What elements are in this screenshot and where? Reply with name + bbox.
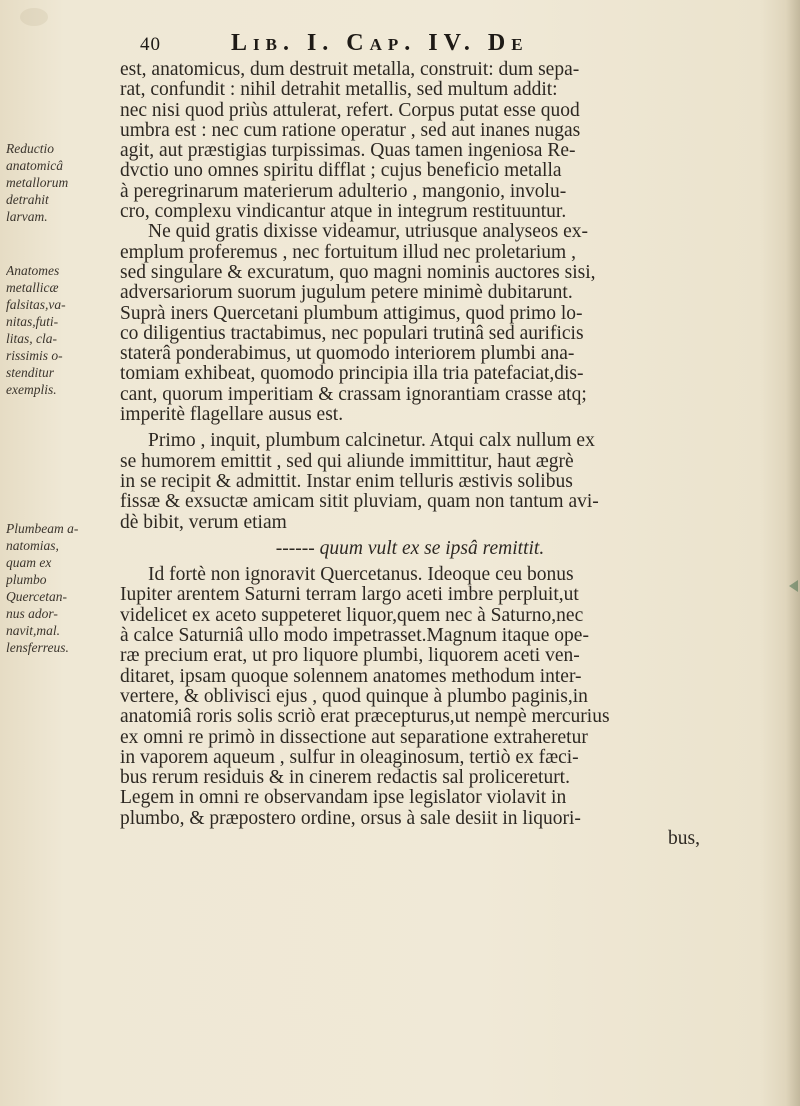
page-number: 40 [140, 34, 161, 55]
text-line: est, anatomicus, dum destruit metalla, construit: dum sepa- [120, 60, 580, 80]
marginal-line: rissimis o- [6, 348, 63, 363]
text-line: bus rerum residuis & in cinerem redactis sal prolicereturt. [120, 768, 570, 789]
text-line: co diligentius tractabimus, nec populari trutinâ sed aurificis [120, 323, 584, 344]
text-line: à peregrinarum materierum adulterio , mangonio, involu- [120, 181, 567, 202]
running-head: Lib. I. Cap. IV. De [231, 30, 529, 56]
catchword: bus, [668, 828, 700, 849]
text-line: anatomiâ roris solis scriò erat præcepturus,ut nempè mercurius [120, 707, 610, 728]
text-line: emplum proferemus , nec fortuitum illud nec proletarium , [120, 242, 576, 263]
marginal-line: falsitas,va- [6, 297, 66, 312]
marginal-line: anatomicâ [6, 158, 63, 173]
text-line: Iupiter arentem Saturni terram largo aceti imbre perpluit,ut [120, 585, 579, 606]
text-line: Legem in omni re observandam ipse legislator violavit in [120, 788, 567, 809]
paper-stain [20, 8, 48, 26]
marginal-line: lensferreus. [6, 640, 69, 655]
page-header [140, 30, 700, 60]
marginal-line: metallorum [6, 175, 69, 190]
text-line: dè bibit, verum etiam [120, 512, 287, 533]
text-line: sed singulare & excuratum, quo magni nominis auctores sisi, [120, 262, 596, 283]
text-line: Ne quid gratis dixisse videamur, utriusque analyseos ex- [148, 222, 589, 243]
text-line: videlicet ex aceto suppeteret liquor,quem nec à Saturno,nec [120, 605, 584, 626]
text-line: cant, quorum imperitiam & crassam ignorantiam crasse atq; [120, 384, 587, 405]
marginal-line: navit,mal. [6, 623, 60, 638]
text-line: ditaret, ipsam quoque solennem anatomes methodum inter- [120, 666, 582, 687]
text-line: dvctio uno omnes spiritu difflat ; cujus beneficio metalla [120, 161, 562, 182]
marginal-line: litas, cla- [6, 331, 57, 346]
text-line: Suprà iners Quercetani plumbum attigimus, quod primo lo- [120, 303, 583, 324]
text-line: ræ precium erat, ut pro liquore plumbi, liquorem aceti ven- [120, 646, 580, 667]
text-line: Primo , inquit, plumbum calcinetur. Atqui calx nullum ex [148, 431, 595, 452]
marginal-note-anatomes [6, 262, 118, 398]
text-line: in se recipit & admittit. Instar enim telluris æstivis solibus [120, 471, 573, 492]
marginal-line: Reductio [6, 141, 54, 156]
body-text [120, 60, 700, 849]
marginal-line: Anatomes [6, 263, 60, 278]
marginal-line: nitas,futi- [6, 314, 59, 329]
page-edge-shadow [786, 0, 800, 1106]
marginal-line: natomias, [6, 538, 59, 553]
marginal-line: metallicæ [6, 280, 59, 295]
text-line: imperitè flagellare ausus est. [120, 405, 344, 426]
marginal-note-reductio [6, 140, 118, 225]
text-line: plumbo, & præpostero ordine, orsus à sale desiit in liquori- [120, 808, 581, 829]
text-line: in vaporem aqueum , sulfur in oleaginosum, tertiò ex fæci- [120, 747, 579, 768]
text-line: nec nisi quod priùs attulerat, refert. Corpus putat esse quod [120, 100, 580, 121]
text-line: fissæ & exsuctæ amicam sitit pluviam, quam non tantum avi- [120, 492, 599, 513]
text-line: Id fortè non ignoravit Quercetanus. Ideoque ceu bonus [148, 565, 574, 586]
marginal-line: exemplis. [6, 382, 57, 397]
text-line: adversariorum suorum jugulum petere minimè dubitarunt. [120, 283, 573, 304]
text-line: rat, confundit : nihil detrahit metallis, sed multum addit: [120, 80, 558, 101]
marginal-line: detrahit [6, 192, 49, 207]
marginal-line: stenditur [6, 365, 55, 380]
marginal-line: larvam. [6, 209, 48, 224]
text-line: à calce Saturniâ ullo modo impetrasset.Magnum itaque ope- [120, 626, 589, 647]
text-line: ex omni re primò in dissectione aut separatione extraheretur [120, 727, 588, 748]
text-line: vertere, & oblivisci ejus , quod quinque à plumbo paginis,in [120, 686, 588, 707]
marginal-line: Plumbeam a- [6, 521, 79, 536]
text-line: se humorem emittit , sed qui aliunde immittitur, haut ægrè [120, 451, 574, 472]
text-line: cro, complexu vindicantur atque in integrum restituuntur. [120, 202, 567, 223]
marginal-line: quam ex [6, 555, 52, 570]
verse-quote: ------ quum vult ex se ipsâ remittit. [275, 538, 545, 559]
marginal-line: plumbo [6, 572, 47, 587]
text-line: agit, aut præstigias turpissimas. Quas tamen ingeniosa Re- [120, 141, 576, 162]
marginal-note-plumbeam [6, 520, 118, 656]
text-line: staterâ ponderabimus, ut quomodo interiorem plumbi ana- [120, 344, 575, 365]
marginal-line: Quercetan- [6, 589, 67, 604]
text-line: tomiam exhibeat, quomodo principia illa tria patefaciat,dis- [120, 364, 584, 385]
marginal-line: nus ador- [6, 606, 58, 621]
text-line: umbra est : nec cum ratione operatur , sed aut inanes nugas [120, 120, 581, 141]
